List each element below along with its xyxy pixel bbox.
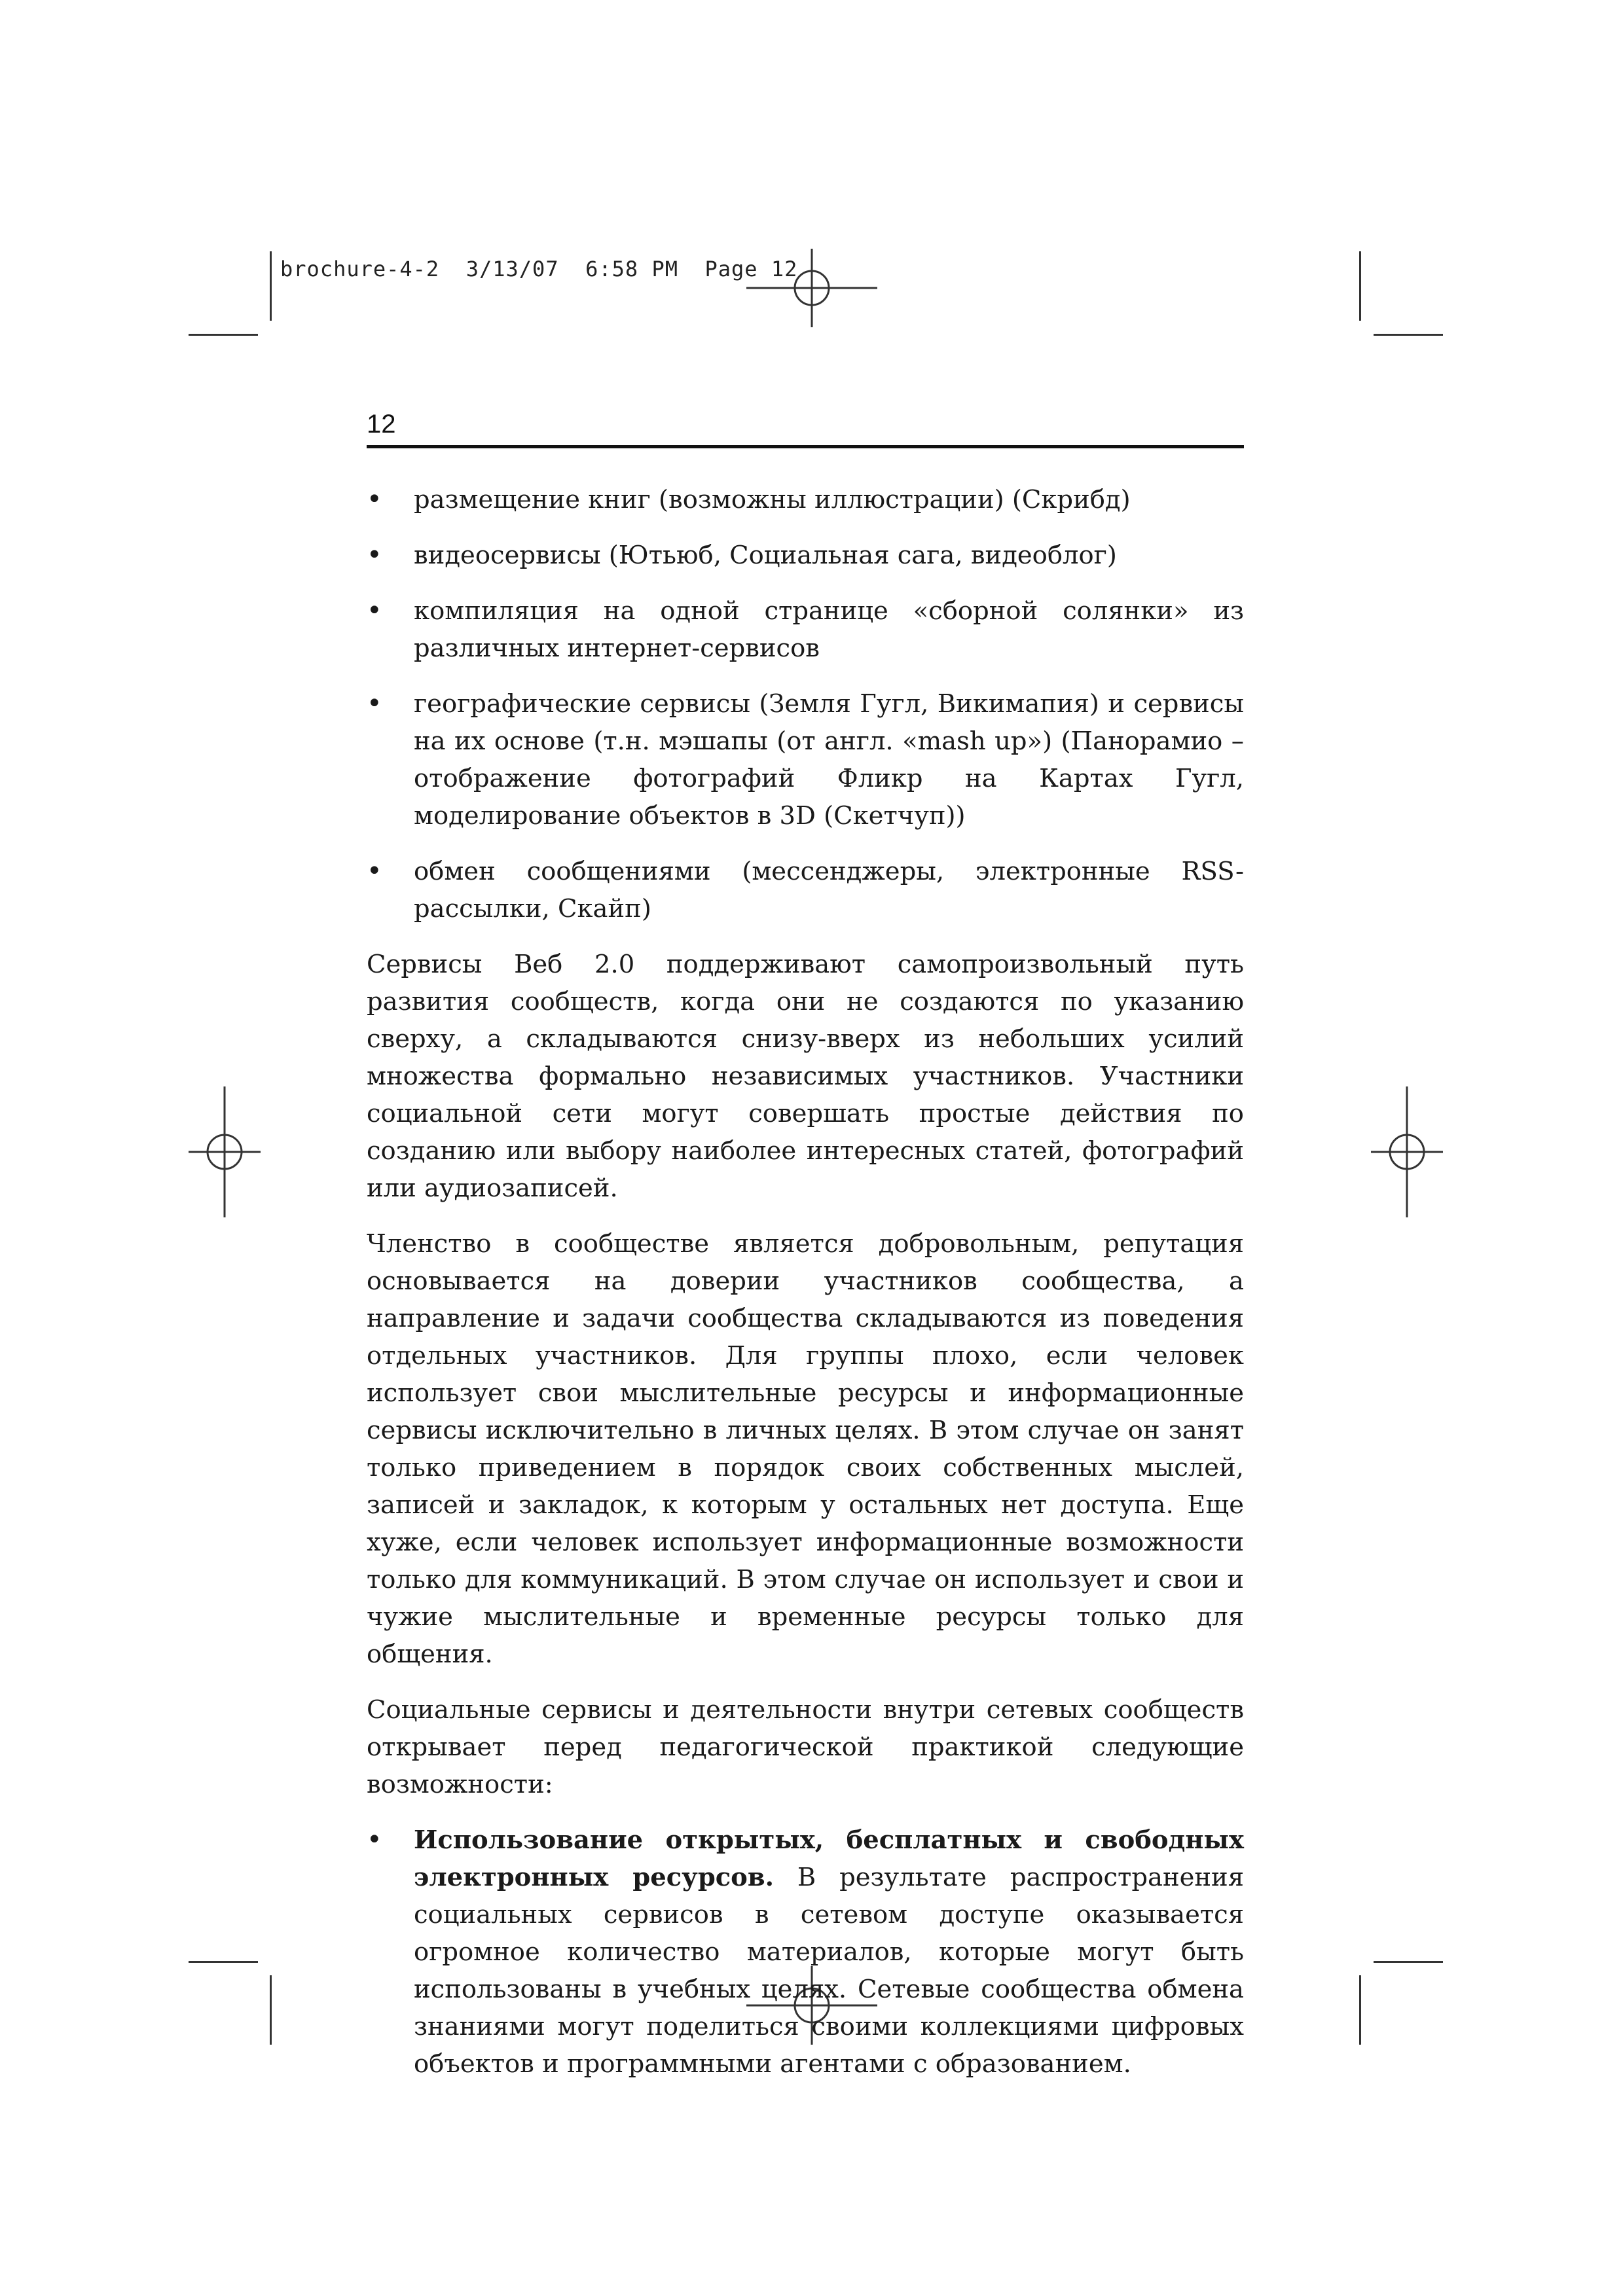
paragraph: Сервисы Веб 2.0 поддерживают самопроизвольный путь развития сообществ, когда они не создаются по указанию сверху, а складываются снизу-вверх из небольших усилий множества формально независимых участников. Участники социальной сети могут совершать простые действия по созданию или выбору наиболее интересных статей, фотографий или аудиозаписей. [367,950,1244,1203]
list-item: • географические сервисы (Земля Гугл, Викимапия) и сервисы на их основе (т.н. мэшапы (от англ. «mash up») (Панорамио – отображение фотографий Фликр на Картах Гугл, моделирование объектов в 3D (Скетчуп)) [367,685,1244,834]
service-list [367,481,1244,927]
registration-target [746,249,877,327]
header-rule [367,445,1244,448]
slug-line: brochure-4-2 3/13/07 6:58 PM Page 12 [280,257,798,281]
registration-target [189,1086,261,1217]
crop-mark [1359,251,1361,321]
crop-mark [189,334,258,336]
crop-mark [189,1961,258,1963]
list-item: • компиляция на одной странице «сборной солянки» из различных интернет-сервисов [367,592,1244,667]
paragraph: Членство в сообществе является добровольным, репутация основывается на доверии участников сообщества, а направление и задачи сообщества складываются из поведения отдельных участников. Для группы плохо, если человек использует свои мыслительные ресурсы и информационные сервисы исключительно в личных целях. В этом случае он занят только приведением в порядок своих собственных мыслей, записей и закладок, к которым у остальных нет доступа. Еще хуже, если человек использует информационные возможности только для коммуникаций. В этом случае он использует и свои и чужие мыслительные и временные ресурсы только для общения. [367,1229,1244,1669]
page-number: 12 [367,410,396,439]
list-item: • видеосервисы (Ютьюб, Социальная сага, видеоблог) [367,537,1244,574]
crop-mark [270,1975,272,2045]
crop-mark [1374,334,1443,336]
crop-mark [270,251,272,321]
registration-target [1371,1086,1443,1217]
paragraph: Социальные сервисы и деятельности внутри сетевых сообществ открывает перед педагогической практикой следующие возможности: [367,1695,1244,1799]
opportunities-list [367,1821,1244,2083]
list-item [367,1821,1244,2083]
list-item-text: В результате распространения социальных сервисов в сетевом доступе оказывается огромное количество материалов, которые могут быть использованы в учебных целях. Сетевые сообщества обмена знаниями могут поделиться своими коллекциями цифровых объектов и программными агентами с образованием. [414,1863,1244,2079]
list-item: • обмен сообщениями (мессенджеры, электронные RSS-рассылки, Скайп) [367,853,1244,927]
crop-mark [1374,1961,1443,1963]
page-content [367,481,1244,2101]
crop-mark [1359,1975,1361,2045]
list-item-heading: Использование открытых, бесплатных и свободных электронных ресурсов. [414,1825,1244,1892]
list-item: • размещение книг (возможны иллюстрации) (Скрибд) [367,481,1244,518]
